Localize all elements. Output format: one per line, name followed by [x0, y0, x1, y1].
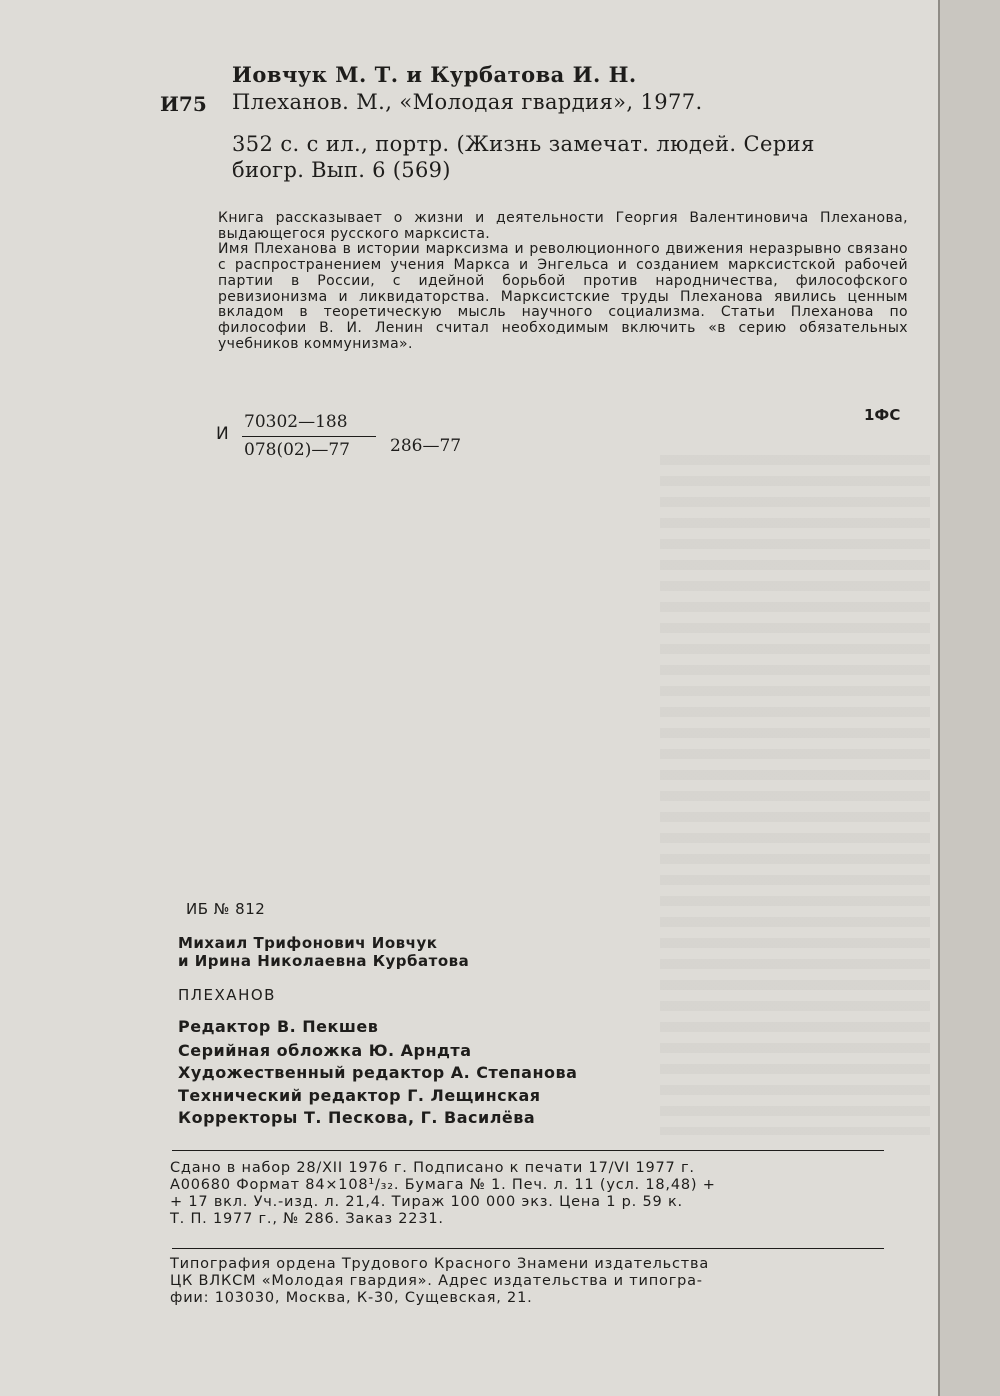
divider-bottom — [172, 1248, 884, 1249]
authors-heading: Иовчук М. Т. и Курбатова И. Н. — [232, 62, 637, 87]
divider-top — [172, 1150, 884, 1151]
authors-full-line-1: Михаил Трифонович Иовчук — [178, 934, 438, 952]
credit-editor: Редактор В. Пекшев — [178, 1017, 379, 1036]
credit-proofreaders: Корректоры Т. Пескова, Г. Василёва — [178, 1108, 536, 1127]
collation-line-2: биогр. Вып. 6 (569) — [232, 158, 451, 182]
printer-info: Типография ордена Трудового Красного Знамени издательства ЦК ВЛКСМ «Молодая гвардия». Адрес издательства и типогра- фии: 103030, Москва, К-30, Сущевская, 21. — [170, 1256, 710, 1306]
credit-cover: Серийная обложка Ю. Арндта — [178, 1041, 472, 1060]
annotation-text: Книга рассказывает о жизни и деятельности Георгия Валентиновича Плеханова, выдающегося русского марксиста. Имя Плеханова в истории марксизма и революционного движения неразрывно связано с распространением учения Маркса и Энгельса и созданием марксистской рабочей партии в России, с идейной борьбой против народничества, философского ревизионизма и ликвидаторства. Марксистские труды Плеханова явились ценным вкладом в теоретическую мысль научного социализма. Статьи Плеханова по философии В. И. Ленин считал необходимым включить «в серию обязательных учебников коммунизма». — [218, 210, 908, 352]
code-numerator: 70302—188 — [244, 412, 348, 432]
code-right: 286—77 — [390, 436, 462, 456]
fraction-line — [242, 436, 376, 437]
code-letter: И — [216, 424, 229, 444]
bleed-through-shadow — [660, 455, 930, 1135]
credit-tech-editor: Технический редактор Г. Лещинская — [178, 1086, 541, 1105]
code-denominator: 078(02)—77 — [244, 440, 350, 460]
collation-line-1: 352 с. с ил., портр. (Жизнь замечат. людей. Серия — [232, 132, 815, 156]
title-line: Плеханов. М., «Молодая гвардия», 1977. — [232, 90, 703, 114]
authors-full-line-2: и Ирина Николаевна Курбатова — [178, 952, 470, 970]
classification-code: 1ФС — [864, 406, 901, 424]
ib-number: ИБ № 812 — [186, 900, 266, 918]
library-index: И75 — [160, 92, 207, 116]
book-title: ПЛЕХАНОВ — [178, 986, 276, 1004]
print-info: Сдано в набор 28/XII 1976 г. Подписано к печати 17/VI 1977 г. А00680 Формат 84×108¹/₃₂. Бумага № 1. Печ. л. 11 (усл. 18,48) + + 17 вкл. Уч.-изд. л. 21,4. Тираж 100 000 экз. Цена 1 р. 59 к. Т. П. 1977 г., № 286. Заказ 2231. — [170, 1160, 716, 1227]
next-page-edge — [938, 0, 1000, 1396]
credit-art-editor: Художественный редактор А. Степанова — [178, 1063, 578, 1082]
